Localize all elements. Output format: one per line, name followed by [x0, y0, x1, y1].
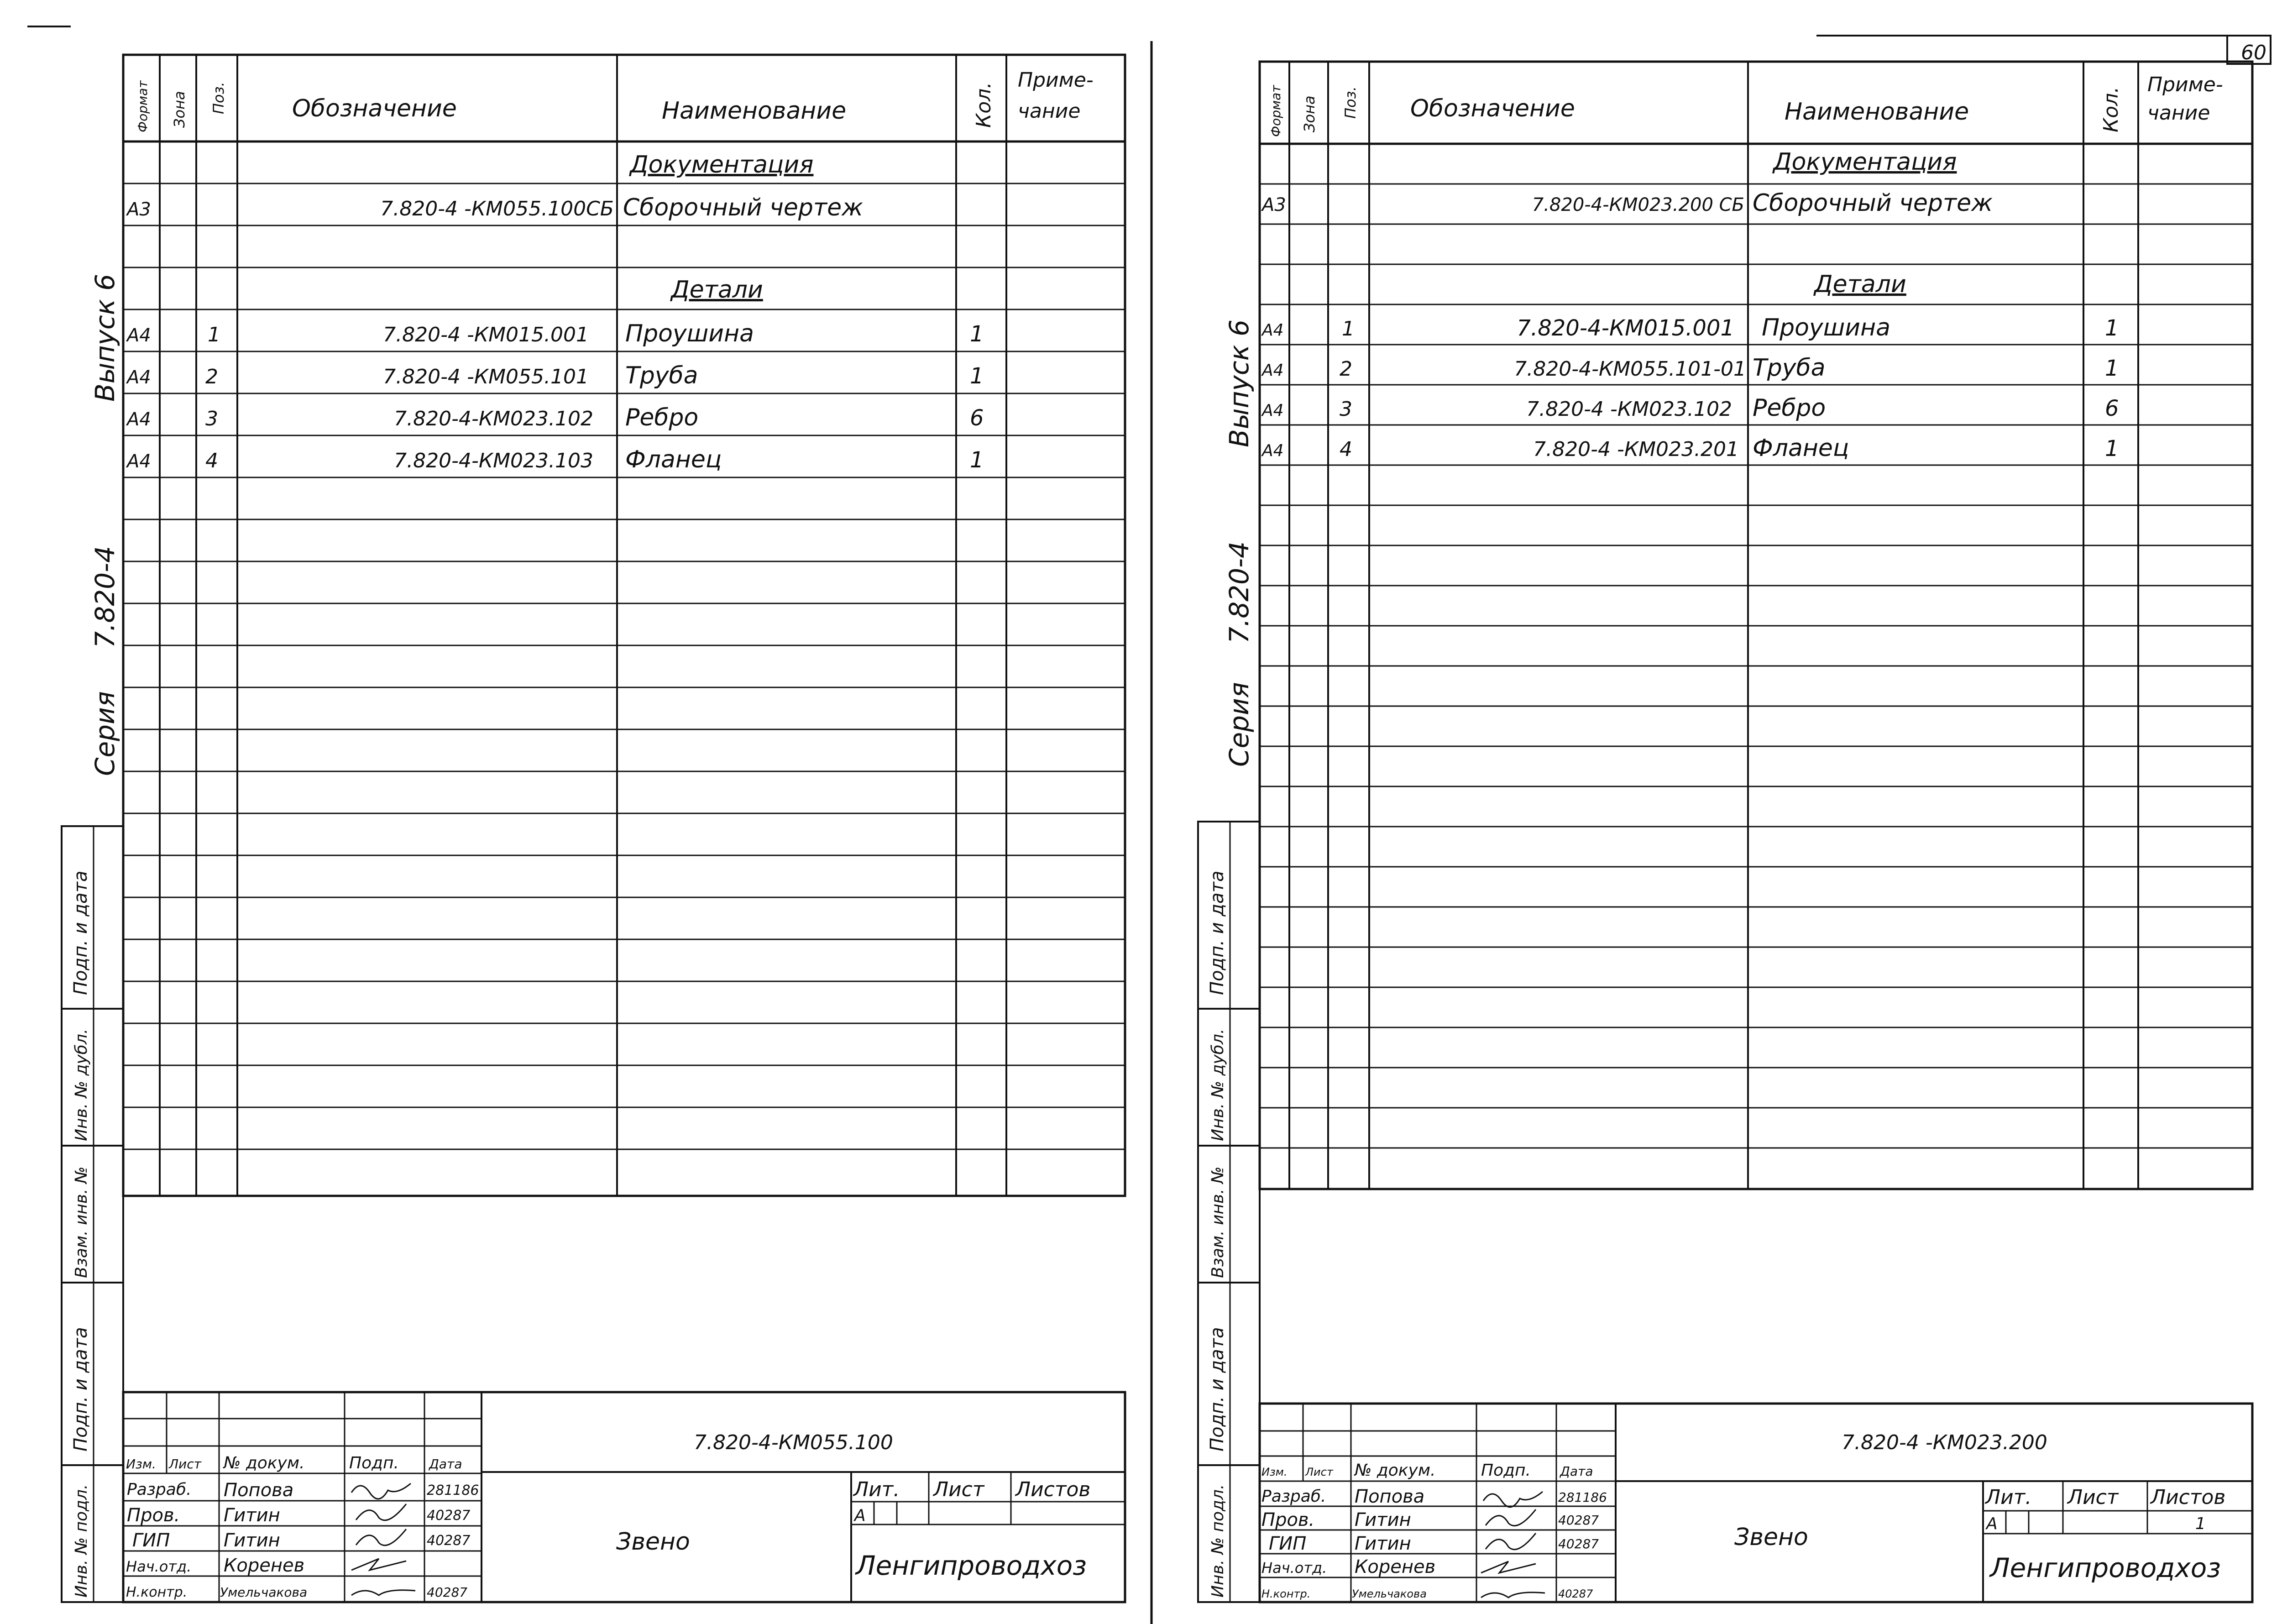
- right-doc-name: Сборочный чертеж: [1753, 189, 1993, 217]
- right-col-qty: Кол.: [2099, 86, 2123, 132]
- right-tb-sheet-label: Лист: [2067, 1486, 2119, 1509]
- right-margin-strip: [1198, 822, 1260, 1602]
- left-tb-role-5: Н.контр.: [126, 1584, 188, 1600]
- right-row4-pos: 4: [1340, 438, 1352, 461]
- right-table-row: [1261, 354, 2119, 382]
- left-margin-label-2: Инв. № дубл.: [72, 1028, 91, 1141]
- right-row2-qty: 1: [2105, 356, 2119, 381]
- right-section-parts: Детали: [1814, 271, 1906, 298]
- left-row2-qty: 1: [970, 363, 984, 389]
- right-margin-label-1: Подп. и дата: [1207, 870, 1228, 995]
- left-col-designation: Обозначение: [292, 95, 457, 122]
- right-row-lines: [1260, 184, 2252, 1148]
- right-table-row: [1261, 394, 2119, 422]
- left-title-block: [123, 1392, 1125, 1602]
- right-row3-designation: 7.820-4 -КМ023.102: [1526, 398, 1732, 421]
- left-col-pos: Поз.: [210, 82, 227, 114]
- left-tb-date-5: 40287: [427, 1585, 468, 1600]
- left-tb-head-date: Дата: [429, 1456, 462, 1472]
- right-row3-pos: 3: [1340, 398, 1352, 421]
- left-row4-pos: 4: [205, 449, 218, 472]
- right-margin-label-3: Взам. инв. №: [1209, 1166, 1227, 1278]
- left-row1-format: А4: [127, 325, 151, 346]
- left-tb-name-2: Гитин: [224, 1505, 280, 1526]
- right-issue-label: Выпуск 6: [1224, 319, 1255, 447]
- left-margin-label-5: Инв. № подл.: [72, 1484, 91, 1598]
- left-row2-pos: 2: [205, 365, 218, 388]
- right-row4-name: Фланец: [1753, 435, 1849, 462]
- left-row2-designation: 7.820-4 -КМ055.101: [383, 365, 589, 388]
- right-margin-label-5: Инв. № подл.: [1209, 1484, 1227, 1598]
- right-col-name: Наименование: [1785, 98, 1969, 126]
- left-col-name: Наименование: [662, 97, 847, 125]
- right-tb-name-1: Попова: [1355, 1486, 1425, 1507]
- right-col-note-line2: чание: [2147, 101, 2210, 125]
- right-tb-role-4: Нач.отд.: [1261, 1559, 1327, 1577]
- left-row3-designation: 7.820-4-КМ023.102: [394, 407, 593, 430]
- left-tb-title: Звено: [616, 1528, 690, 1556]
- right-row1-qty: 1: [2105, 315, 2119, 341]
- left-row3-name: Ребро: [625, 404, 699, 431]
- right-tb-title: Звено: [1734, 1524, 1808, 1551]
- right-tb-head-list: Лист: [1305, 1466, 1333, 1478]
- left-doc-format: А3: [127, 199, 151, 220]
- right-spec-table: [1260, 62, 2252, 1189]
- right-row4-qty: 1: [2105, 436, 2119, 461]
- right-col-note-line1: Приме-: [2147, 73, 2223, 96]
- page-number: 60: [2241, 41, 2266, 64]
- right-row2-name: Труба: [1753, 354, 1826, 382]
- right-row1-name: Проушина: [1762, 314, 1890, 341]
- left-spec-sheet: [62, 55, 1125, 1602]
- left-tb-head-list: Лист: [169, 1456, 201, 1472]
- left-tb-name-1: Попова: [224, 1480, 294, 1501]
- right-tb-lit-value: А: [1986, 1514, 1998, 1533]
- left-row4-format: А4: [127, 451, 151, 472]
- right-tb-head-izm: Изм.: [1261, 1466, 1288, 1478]
- left-col-format: Формат: [135, 80, 150, 132]
- right-row2-designation: 7.820-4-КМ055.101-01: [1514, 357, 1746, 381]
- right-row3-format: А4: [1262, 401, 1284, 420]
- left-row3-pos: 3: [205, 407, 218, 430]
- left-row3-format: А4: [127, 409, 151, 430]
- left-table-row: [126, 320, 984, 347]
- right-tb-lit-label: Лит.: [1985, 1486, 2032, 1509]
- left-margin-label-4: Подп. и дата: [70, 1327, 91, 1451]
- right-tb-name-5: Умельчакова: [1352, 1587, 1427, 1600]
- right-spec-sheet: [1198, 62, 2252, 1602]
- right-margin-label-4: Подп. и дата: [1207, 1327, 1228, 1451]
- left-tb-role-2: Пров.: [127, 1505, 180, 1526]
- right-tb-date-2: 40287: [1558, 1513, 1599, 1528]
- left-tb-date-2: 40287: [427, 1508, 471, 1524]
- left-tb-date-1: 281186: [427, 1483, 479, 1498]
- right-row1-designation: 7.820-4-КМ015.001: [1517, 315, 1734, 341]
- left-row4-name: Фланец: [625, 446, 722, 473]
- right-tb-name-3: Гитин: [1355, 1533, 1411, 1554]
- right-tb-role-2: Пров.: [1261, 1509, 1315, 1530]
- left-row1-designation: 7.820-4 -КМ015.001: [383, 323, 589, 346]
- right-tb-role-1: Разраб.: [1261, 1487, 1326, 1506]
- right-tb-date-1: 281186: [1558, 1490, 1607, 1505]
- right-tb-head-date: Дата: [1560, 1464, 1593, 1479]
- right-row4-format: А4: [1262, 441, 1284, 460]
- left-row2-format: А4: [127, 367, 151, 388]
- right-tb-name-4: Коренев: [1355, 1556, 1436, 1577]
- left-tb-lit-value: А: [854, 1506, 866, 1525]
- left-doc-name: Сборочный чертеж: [623, 194, 863, 221]
- right-row1-format: А4: [1262, 321, 1284, 340]
- right-row3-name: Ребро: [1753, 394, 1826, 422]
- left-margin-label-1: Подп. и дата: [70, 870, 91, 995]
- right-row4-designation: 7.820-4 -КМ023.201: [1533, 438, 1739, 461]
- right-row2-format: А4: [1262, 361, 1284, 380]
- left-margin-label-3: Взам. инв. №: [72, 1166, 91, 1278]
- right-margin-label-2: Инв. № дубл.: [1209, 1028, 1227, 1141]
- left-tb-head-izm: Изм.: [126, 1456, 156, 1472]
- right-row1-pos: 1: [1342, 317, 1355, 341]
- left-tb-name-3: Гитин: [224, 1530, 280, 1551]
- left-row2-name: Труба: [625, 362, 698, 389]
- left-tb-date-3: 40287: [427, 1533, 471, 1549]
- left-tb-role-4: Нач.отд.: [126, 1558, 192, 1575]
- left-row4-qty: 1: [970, 447, 984, 473]
- left-tb-head-sign: Подп.: [349, 1454, 399, 1472]
- left-table-row: [126, 446, 984, 473]
- left-table-row: [126, 362, 984, 389]
- right-row2-pos: 2: [1340, 357, 1352, 381]
- right-tb-head-sign: Подп.: [1481, 1461, 1531, 1480]
- right-doc-format: А3: [1262, 194, 1286, 215]
- left-tb-lit-label: Лит.: [853, 1478, 900, 1501]
- left-tb-role-3: ГИП: [132, 1530, 170, 1551]
- right-section-docs: Документация: [1773, 148, 1957, 176]
- left-spec-table: [123, 55, 1125, 1196]
- left-margin-strip: [62, 826, 123, 1602]
- left-section-docs: Документация: [630, 151, 814, 178]
- right-signatures: [1481, 1492, 1545, 1598]
- left-row1-pos: 1: [208, 323, 220, 346]
- left-col-zone: Зона: [171, 91, 188, 128]
- left-tb-doc-code: 7.820-4-КМ055.100: [694, 1431, 893, 1454]
- left-col-qty: Кол.: [972, 82, 995, 128]
- right-tb-date-3: 40287: [1558, 1536, 1599, 1551]
- right-row3-qty: 6: [2105, 396, 2119, 421]
- right-tb-org: Ленгипроводхоз: [1990, 1552, 2221, 1583]
- left-issue-label: Выпуск 6: [89, 273, 120, 402]
- left-section-parts: Детали: [671, 276, 763, 304]
- right-table-row: [1261, 314, 2119, 341]
- left-row4-designation: 7.820-4-КМ023.103: [394, 449, 593, 472]
- left-doc-designation: 7.820-4 -КМ055.100СБ: [380, 197, 614, 220]
- right-tb-date-5: 40287: [1558, 1587, 1593, 1600]
- right-tb-role-5: Н.контр.: [1261, 1587, 1311, 1600]
- left-table-row: [126, 404, 984, 431]
- right-doc-designation: 7.820-4-КМ023.200 СБ: [1532, 194, 1744, 215]
- left-tb-name-5: Умельчакова: [220, 1585, 308, 1600]
- right-col-designation: Обозначение: [1410, 95, 1575, 122]
- left-series-label: Серия: [89, 691, 120, 776]
- right-col-format: Формат: [1268, 85, 1283, 137]
- left-row1-qty: 1: [970, 321, 984, 347]
- left-tb-name-4: Коренев: [224, 1555, 305, 1576]
- left-row3-qty: 6: [970, 405, 984, 431]
- left-col-note-line2: чание: [1018, 100, 1081, 123]
- right-series-label: Серия: [1224, 682, 1255, 767]
- left-tb-head-doc: № докум.: [224, 1454, 305, 1472]
- left-series-number: 7.820-4: [89, 546, 120, 648]
- right-table-row: [1261, 435, 2119, 462]
- right-series-number: 7.820-4: [1224, 541, 1255, 644]
- left-tb-sheet-label: Лист: [933, 1478, 984, 1501]
- right-tb-name-2: Гитин: [1355, 1509, 1411, 1530]
- right-side-stamp: [1224, 320, 1255, 767]
- left-col-note-line1: Приме-: [1018, 68, 1094, 92]
- right-tb-sheets-value: 1: [2195, 1514, 2206, 1533]
- left-side-stamp: [89, 274, 120, 776]
- right-tb-head-doc: № докум.: [1355, 1461, 1436, 1480]
- right-col-pos: Поз.: [1342, 86, 1359, 119]
- left-row1-name: Проушина: [625, 320, 754, 347]
- right-tb-role-3: ГИП: [1269, 1533, 1307, 1554]
- right-tb-doc-code: 7.820-4 -КМ023.200: [1842, 1431, 2047, 1454]
- left-tb-sheets-label: Листов: [1015, 1478, 1091, 1501]
- right-title-block: [1260, 1404, 2252, 1602]
- right-col-zone: Зона: [1301, 95, 1318, 132]
- left-tb-role-1: Разраб.: [127, 1480, 192, 1499]
- right-tb-sheets-label: Листов: [2151, 1486, 2226, 1509]
- left-tb-org: Ленгипроводхоз: [856, 1550, 1087, 1581]
